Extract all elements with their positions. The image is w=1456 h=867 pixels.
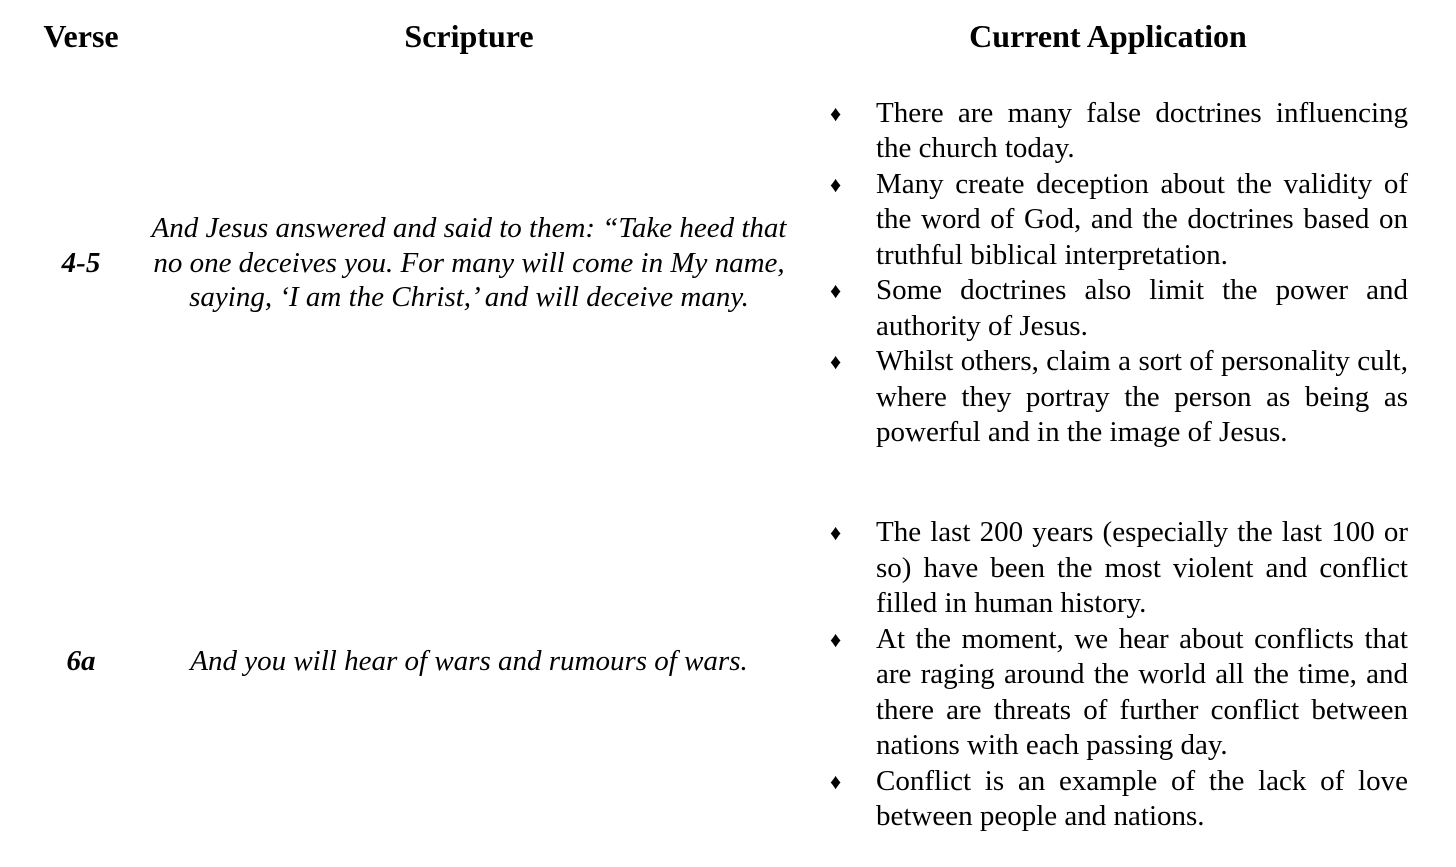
diamond-bullet-icon: ♦ [830,278,842,303]
scripture-text: And Jesus answered and said to them: “Take heed that no one deceives you. For many will come in My name, saying, ‘I am the Christ,’ and will deceive many. [151,212,787,314]
table-row [0,514,1456,836]
application-point: There are many false doctrines influencing the church today. [876,96,1408,164]
diamond-bullet-icon: ♦ [830,349,842,374]
scripture-column-header: Scripture [404,18,534,54]
scripture-text-cell [150,500,788,822]
diamond-bullet-icon: ♦ [830,100,842,126]
list-item [828,764,1408,835]
application-point: Conflict is an example of the lack of love between people and nations. [876,764,1408,833]
list-item [828,167,1408,274]
application-list [828,515,1408,835]
verse-reference: 6a [66,644,96,677]
list-item [828,344,1408,451]
verse-column-header: Verse [43,18,119,54]
application-point: The last 200 years (especially the last 100 or so) have been the most violent and conflict filled in human history. [876,516,1408,620]
application-point: Whilst others, claim a sort of personality cult, where they portray the person as being as powerful and in the image of Jesus. [876,345,1408,448]
list-item [828,622,1408,764]
diamond-bullet-icon: ♦ [830,768,842,794]
application-list [828,96,1408,451]
application-column-header: Current Application [969,18,1247,54]
diamond-bullet-icon: ♦ [830,626,842,652]
application-point: Some doctrines also limit the power and authority of Jesus. [876,274,1408,342]
application-point: Many create deception about the validity of the word of God, and the doctrines based on truthful biblical interpretation. [876,167,1408,271]
list-item [828,96,1408,167]
scripture-text-cell [150,82,788,444]
scripture-text: And you will hear of wars and rumours of wars. [190,644,748,677]
list-item [828,273,1408,344]
application-point: At the moment, we hear about conflicts that are raging around the world all the time, and there are threats of further conflict between nations with each passing day. [876,622,1408,762]
diamond-bullet-icon: ♦ [830,171,842,197]
application-cell [828,92,1408,454]
table-row [0,92,1456,454]
diamond-bullet-icon: ♦ [830,520,842,546]
verse-reference: 4-5 [61,246,101,279]
application-cell [828,514,1408,836]
list-item [828,515,1408,622]
